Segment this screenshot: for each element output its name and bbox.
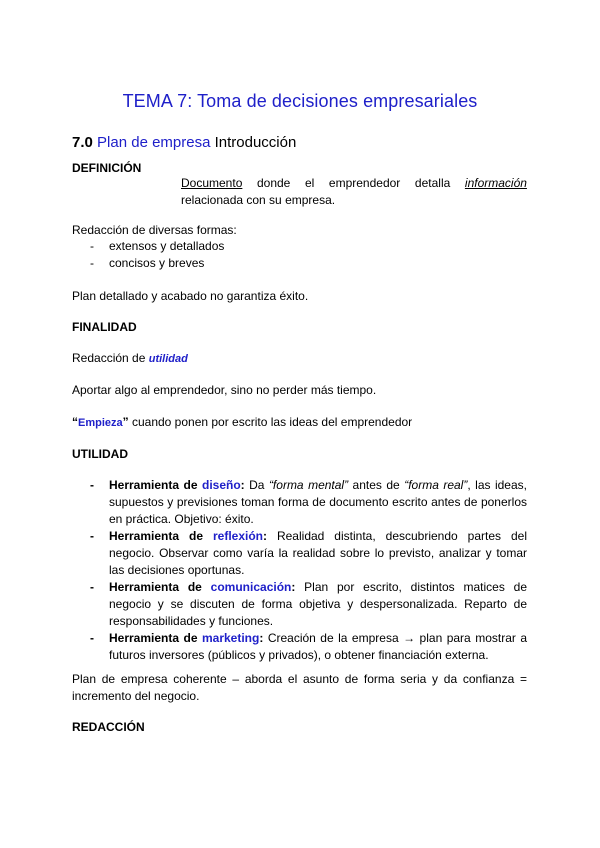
- definition-line-2: relacionada con su empresa.: [181, 193, 336, 207]
- definition-note: Plan detallado y acabado no garantiza éxito.: [72, 289, 309, 303]
- dash-bullet: -: [90, 580, 94, 594]
- dash-bullet: -: [90, 478, 94, 492]
- list-item: [90, 579, 527, 630]
- utilidad-closing: Plan de empresa coherente – aborda el asunto de forma seria y da confianza = incremento del negocio.: [72, 672, 527, 703]
- list-item: [90, 528, 527, 579]
- definition-word: donde: [256, 176, 291, 190]
- tool-lead: Herramienta de: [109, 580, 211, 594]
- utilidad-list: [90, 477, 527, 664]
- tool-text: Da: [244, 478, 269, 492]
- section-name: Plan de empresa: [97, 134, 211, 151]
- tool-keyword: diseño: [201, 478, 241, 492]
- definition-line: [181, 175, 527, 192]
- list-item-text: extensos y detallados: [109, 239, 225, 253]
- tool-lead: Herramienta de: [109, 478, 202, 492]
- finalidad-redaccion: [72, 350, 188, 368]
- redaccion-intro: Redacción de diversas formas:: [72, 223, 237, 237]
- page-title: TEMA 7: Toma de decisiones empresariales: [122, 91, 478, 111]
- redaccion-heading: REDACCIÓN: [72, 720, 145, 734]
- empieza-keyword: Empieza: [78, 417, 123, 429]
- section-heading: [72, 134, 296, 151]
- tool-text: Creación de la empresa → plan para mostrar a futuros inversores (públicos y privados), o obtener financiación externa.: [109, 631, 528, 662]
- empieza-rest: cuando ponen por escrito las ideas del emprendedor: [128, 415, 413, 429]
- tool-keyword: marketing: [201, 631, 260, 645]
- tool-quote: “forma mental”: [268, 478, 349, 492]
- definition-word: el: [304, 176, 315, 190]
- definition-word-informacion: información: [464, 176, 527, 190]
- finalidad-empieza: [72, 414, 412, 432]
- tool-quote: “forma real”: [404, 478, 468, 492]
- list-item-text: [109, 630, 527, 664]
- list-item: [90, 477, 527, 528]
- list-item: [90, 255, 224, 272]
- tool-lead: Herramienta de: [109, 631, 202, 645]
- tool-text: antes de: [348, 478, 405, 492]
- list-item-text: [109, 579, 527, 630]
- utilidad-keyword: utilidad: [148, 353, 188, 365]
- tool-text: Realidad distinta, descubriendo partes del negocio. Observar como varía la realidad sobre lo previsto, analizar y tomar las decisiones oportunas.: [109, 529, 528, 577]
- tool-text: Plan por escrito, distintos matices de negocio y se discuten de forma objetiva y despersonalizada. Reparto de responsabilidades y funciones.: [109, 580, 527, 628]
- definition-paragraph: [181, 175, 527, 209]
- section-subtitle: Introducción: [214, 134, 297, 151]
- list-item-text: [109, 477, 527, 528]
- tool-lead: Herramienta de: [109, 529, 213, 543]
- list-item: [90, 630, 527, 664]
- definition-word: detalla: [414, 176, 451, 190]
- dash-bullet: -: [90, 631, 94, 645]
- tool-colon: :: [291, 580, 296, 594]
- definition-word-documento: Documento: [181, 176, 243, 190]
- quote-close: ”: [122, 415, 129, 429]
- tool-colon: :: [259, 631, 264, 645]
- forms-list: [90, 238, 224, 272]
- utilidad-heading: UTILIDAD: [72, 447, 128, 461]
- tool-keyword: comunicación: [210, 580, 292, 594]
- finalidad-redaccion-label: Redacción de: [72, 351, 149, 365]
- definicion-heading: DEFINICIÓN: [72, 161, 142, 175]
- list-item-text: [109, 528, 527, 579]
- tool-keyword: reflexión: [212, 529, 263, 543]
- dash-bullet: -: [90, 256, 94, 270]
- list-item-text: concisos y breves: [109, 256, 205, 270]
- section-number: 7.0: [72, 134, 93, 151]
- finalidad-heading: FINALIDAD: [72, 320, 137, 334]
- quote-open: “: [72, 415, 78, 429]
- dash-bullet: -: [90, 239, 94, 253]
- tool-colon: :: [240, 478, 245, 492]
- list-item: [90, 238, 224, 255]
- definition-word: emprendedor: [328, 176, 401, 190]
- tool-text: , las ideas, supuestos y previsiones toman forma de documento escrito antes de ponerlos en práctica. Objetivo: éxito.: [109, 478, 527, 526]
- finalidad-aportar: Aportar algo al emprendedor, sino no perder más tiempo.: [72, 383, 377, 397]
- tool-colon: :: [263, 529, 267, 543]
- dash-bullet: -: [90, 529, 94, 543]
